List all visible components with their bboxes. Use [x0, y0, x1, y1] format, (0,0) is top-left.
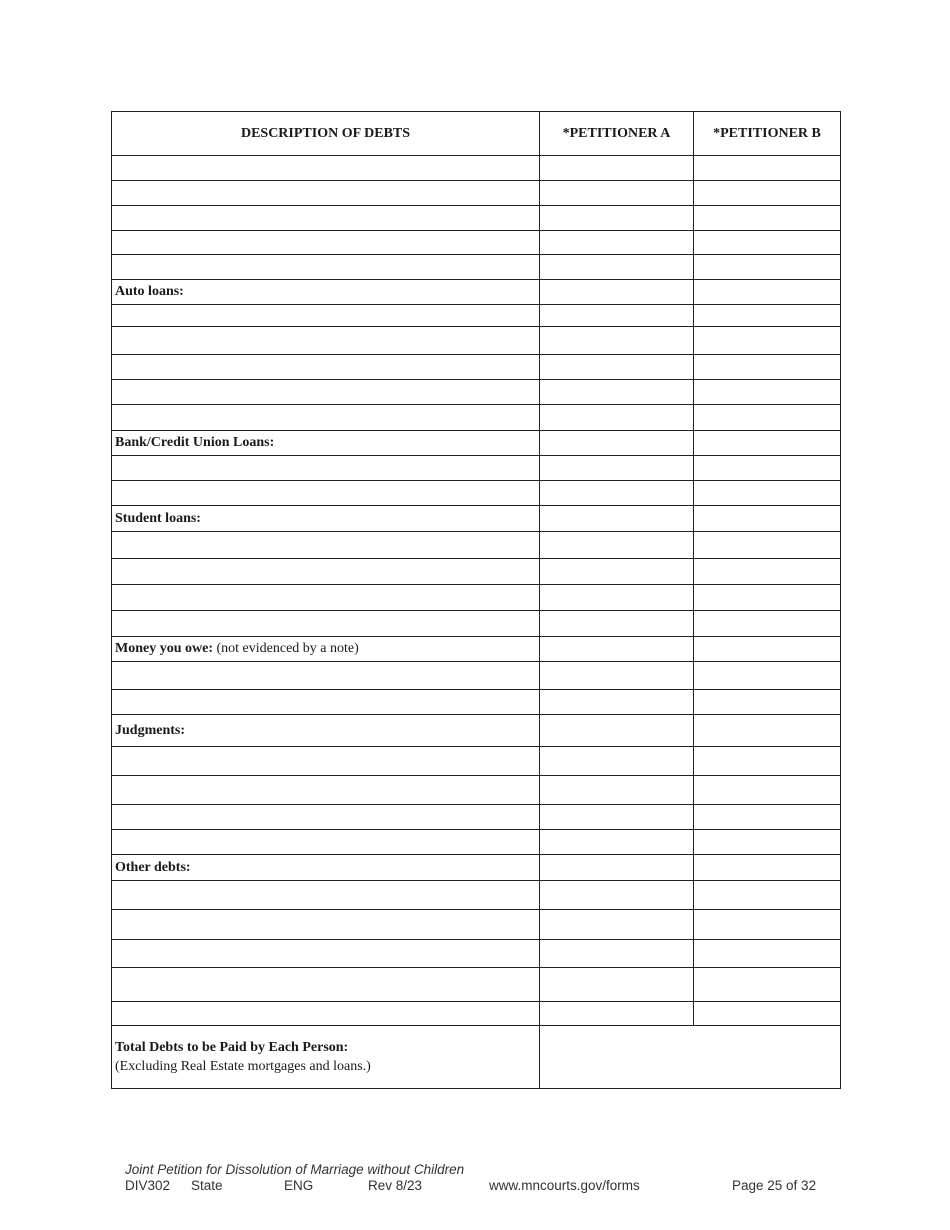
- footer-details: [125, 1178, 825, 1196]
- section-row-bank-loans: [112, 431, 841, 456]
- table-row: [112, 910, 841, 940]
- table-row: [112, 305, 841, 327]
- table-row: [112, 611, 841, 637]
- table-row: [112, 881, 841, 910]
- table-row: [112, 805, 841, 830]
- table-row: [112, 156, 841, 181]
- table-row: [112, 532, 841, 559]
- total-label-cell: [112, 1026, 540, 1089]
- table-row: [112, 355, 841, 380]
- footer-form-code: DIV302: [125, 1178, 171, 1193]
- total-row: [112, 1026, 841, 1089]
- table-row: [112, 1002, 841, 1026]
- footer-page-number: Page 25 of 32: [732, 1178, 817, 1193]
- footer-revision: Rev 8/23: [368, 1178, 423, 1193]
- section-row-money-you-owe: [112, 637, 841, 662]
- section-label-judgments: Judgments:: [112, 715, 540, 747]
- table-row: [112, 380, 841, 405]
- section-label-other-debts: Other debts:: [112, 855, 540, 881]
- table-row: [112, 181, 841, 206]
- table-row: [112, 255, 841, 280]
- table-row: [112, 481, 841, 506]
- section-label-student-loans: Student loans:: [112, 506, 540, 532]
- total-label: Total Debts to be Paid by Each Person:: [115, 1040, 349, 1055]
- debts-table: [111, 111, 841, 1089]
- table-row: [112, 747, 841, 776]
- petitioner-b-header: *PETITIONER B: [694, 112, 841, 156]
- table-row: [112, 585, 841, 611]
- section-row-student-loans: [112, 506, 841, 532]
- total-note: (Excluding Real Estate mortgages and loans.): [115, 1059, 371, 1074]
- footer-scope: State: [191, 1178, 223, 1193]
- table-row: [112, 776, 841, 805]
- section-label-auto-loans: Auto loans:: [112, 280, 540, 305]
- section-row-judgments: [112, 715, 841, 747]
- section-row-other-debts: [112, 855, 841, 881]
- description-header: DESCRIPTION OF DEBTS: [112, 112, 540, 156]
- table-row: [112, 830, 841, 855]
- petitioner-a-header: *PETITIONER A: [540, 112, 694, 156]
- footer-url[interactable]: www.mncourts.gov/forms: [489, 1178, 640, 1193]
- table-row: [112, 231, 841, 255]
- footer-language: ENG: [284, 1178, 314, 1193]
- table-row: [112, 940, 841, 968]
- table-row: [112, 662, 841, 690]
- table-row: [112, 456, 841, 481]
- table-row: [112, 968, 841, 1002]
- table-row: [112, 327, 841, 355]
- page-footer: [125, 1162, 825, 1196]
- footer-form-title: Joint Petition for Dissolution of Marriage without Children: [125, 1162, 465, 1177]
- section-row-auto-loans: [112, 280, 841, 305]
- table-row: [112, 405, 841, 431]
- table-header-row: [112, 112, 841, 156]
- total-value-cell[interactable]: [540, 1026, 841, 1089]
- table-row: [112, 559, 841, 585]
- section-label-money-you-owe: Money you owe: (not evidenced by a note): [112, 637, 540, 662]
- table-row: [112, 206, 841, 231]
- table-row: [112, 690, 841, 715]
- section-label-bank-loans: Bank/Credit Union Loans:: [112, 431, 540, 456]
